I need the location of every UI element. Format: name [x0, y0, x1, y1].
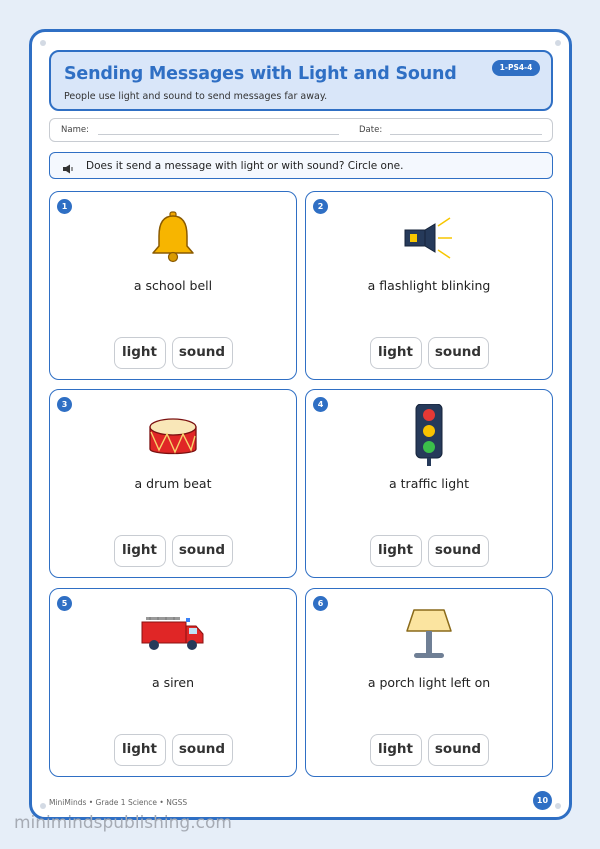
question-caption: a porch light left on — [367, 675, 491, 690]
question-number: 3 — [57, 397, 72, 412]
instructions-box — [49, 152, 553, 179]
footer-text: MiniMinds • Grade 1 Science • NGSS — [49, 798, 188, 807]
question-number: 6 — [313, 596, 328, 611]
question-number: 4 — [313, 397, 328, 412]
sound-option[interactable]: sound — [172, 535, 233, 567]
question-card-3 — [49, 389, 297, 578]
flashlight-icon — [396, 210, 462, 266]
page-number: 10 — [533, 791, 552, 810]
worksheet-header — [49, 50, 553, 111]
fire-truck-icon — [140, 615, 206, 655]
page-subtitle: People use light and sound to send messages far away. — [64, 91, 328, 102]
corner-dot — [40, 40, 46, 46]
sound-option[interactable]: sound — [428, 734, 489, 766]
question-number: 1 — [57, 199, 72, 214]
page-title: Sending Messages with Light and Sound — [64, 64, 457, 84]
bell-icon — [148, 210, 198, 266]
question-card-5 — [49, 588, 297, 777]
worksheet-page — [29, 29, 572, 820]
question-caption: a school bell — [133, 278, 213, 293]
question-card-6 — [305, 588, 553, 777]
corner-dot — [555, 40, 561, 46]
question-number: 2 — [313, 199, 328, 214]
light-option[interactable]: light — [114, 535, 166, 567]
question-number: 5 — [57, 596, 72, 611]
question-card-2 — [305, 191, 553, 380]
speaker-icon — [62, 160, 76, 179]
question-caption: a siren — [151, 675, 195, 690]
date-label: Date: — [359, 125, 383, 135]
drum-icon — [145, 408, 201, 464]
question-card-1 — [49, 191, 297, 380]
corner-dot — [555, 803, 561, 809]
instructions-text: Does it send a message with light or with sound? Circle one. — [86, 160, 404, 172]
traffic-light-icon — [413, 404, 445, 468]
question-caption: a traffic light — [389, 476, 469, 491]
standard-badge: 1-PS4-4 — [492, 60, 540, 76]
question-card-4 — [305, 389, 553, 578]
light-option[interactable]: light — [114, 337, 166, 369]
watermark: minimindspublishing.com — [14, 813, 232, 833]
sound-option[interactable]: sound — [172, 337, 233, 369]
corner-dot — [40, 803, 46, 809]
light-option[interactable]: light — [370, 337, 422, 369]
question-caption: a drum beat — [134, 476, 212, 491]
sound-option[interactable]: sound — [428, 337, 489, 369]
light-option[interactable]: light — [114, 734, 166, 766]
question-caption: a flashlight blinking — [367, 278, 491, 293]
light-option[interactable]: light — [370, 535, 422, 567]
name-date-bar — [49, 118, 553, 142]
light-option[interactable]: light — [370, 734, 422, 766]
date-field[interactable] — [390, 134, 542, 135]
sound-option[interactable]: sound — [428, 535, 489, 567]
name-label: Name: — [61, 125, 89, 135]
lamp-icon — [403, 607, 455, 663]
sound-option[interactable]: sound — [172, 734, 233, 766]
name-field[interactable] — [98, 134, 339, 135]
